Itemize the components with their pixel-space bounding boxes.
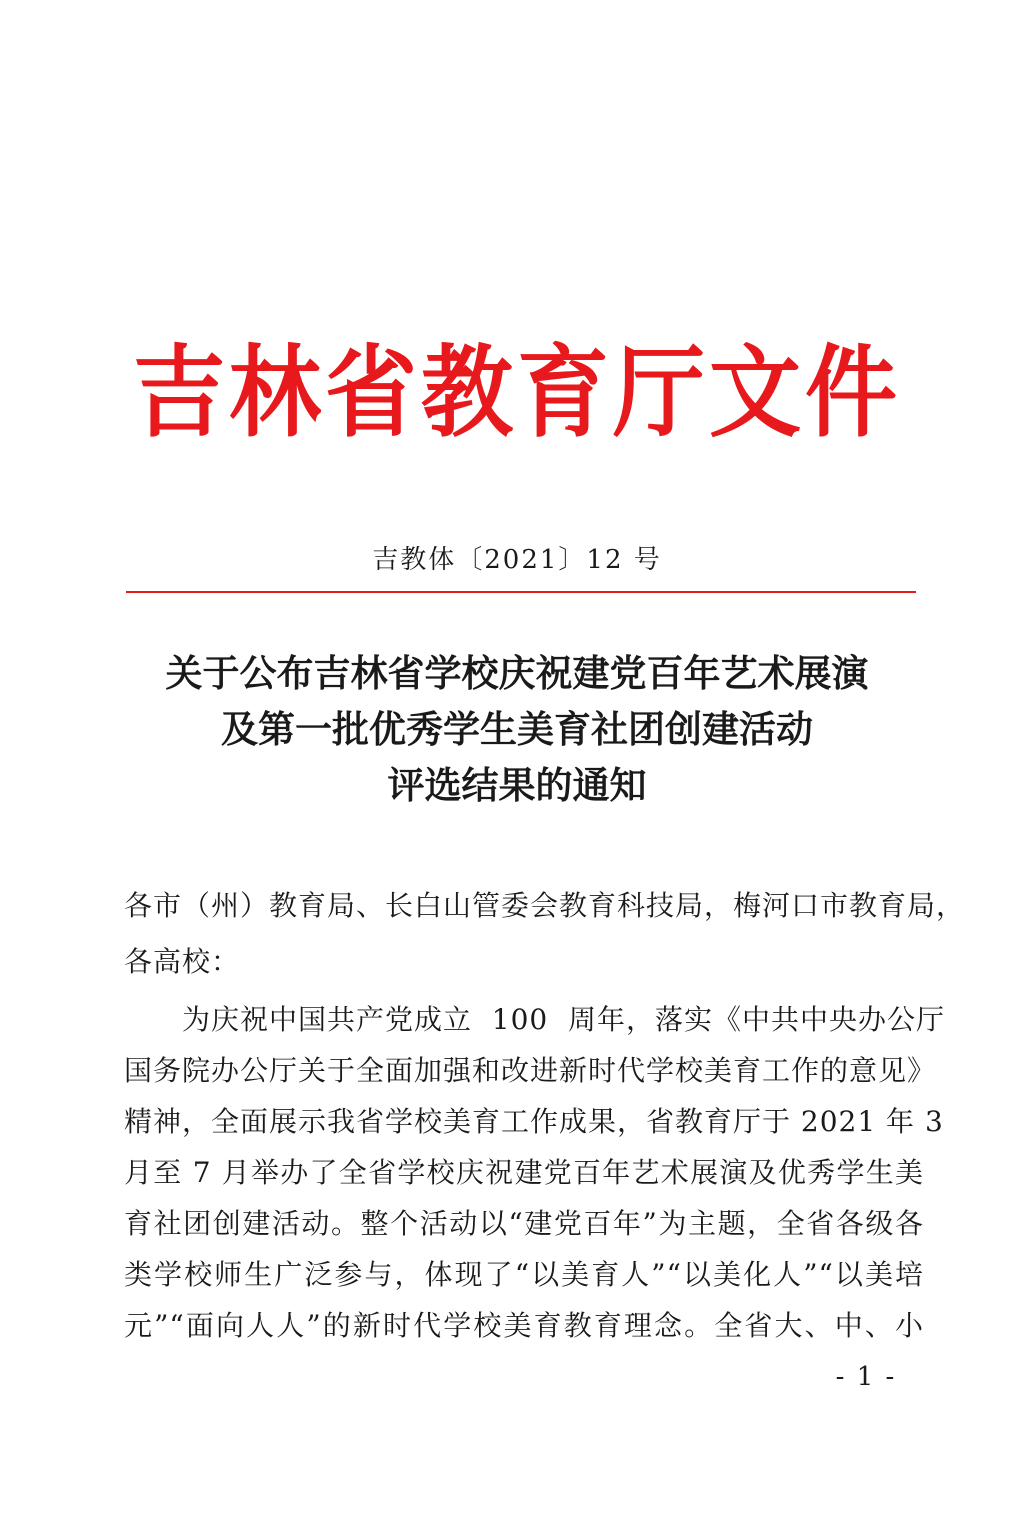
body-line: 育社团创建活动。整个活动以“建党百年”为主题，全省各级各 [124,1207,924,1240]
body-line: 元”“面向人人”的新时代学校美育教育理念。全省大、中、小 [124,1309,924,1342]
page-number: - 1 - [835,1362,897,1392]
body-line: 国务院办公厅关于全面加强和改进新时代学校美育工作的意见》 [124,1054,937,1087]
body-line: 为庆祝中国共产党成立 100 周年，落实《中共中央办公厅 [124,1003,946,1036]
notice-title [0,646,1034,814]
notice-title-line: 关于公布吉林省学校庆祝建党百年艺术展演 [165,652,869,695]
addressee-line: 各高校： [124,945,241,978]
red-divider-line [126,591,916,593]
addressee-block [124,878,966,990]
addressee-line: 各市（州）教育局、长白山管委会教育科技局，梅河口市教育局， [124,889,966,922]
body-paragraph [124,994,946,1351]
body-line: 月至 7 月举办了全省学校庆祝建党百年艺术展演及优秀学生美 [124,1156,924,1189]
body-line: 类学校师生广泛参与，体现了“以美育人”“以美化人”“以美培 [124,1258,924,1291]
notice-title-line: 评选结果的通知 [387,764,647,807]
notice-title-line: 及第一批优秀学生美育社团创建活动 [221,708,813,751]
document-number: 吉教体〔2021〕12 号 [372,545,662,575]
body-line: 精神，全面展示我省学校美育工作成果，省教育厅于 2021 年 3 [124,1105,944,1138]
masthead-title: 吉林省教育厅文件 [132,333,901,451]
